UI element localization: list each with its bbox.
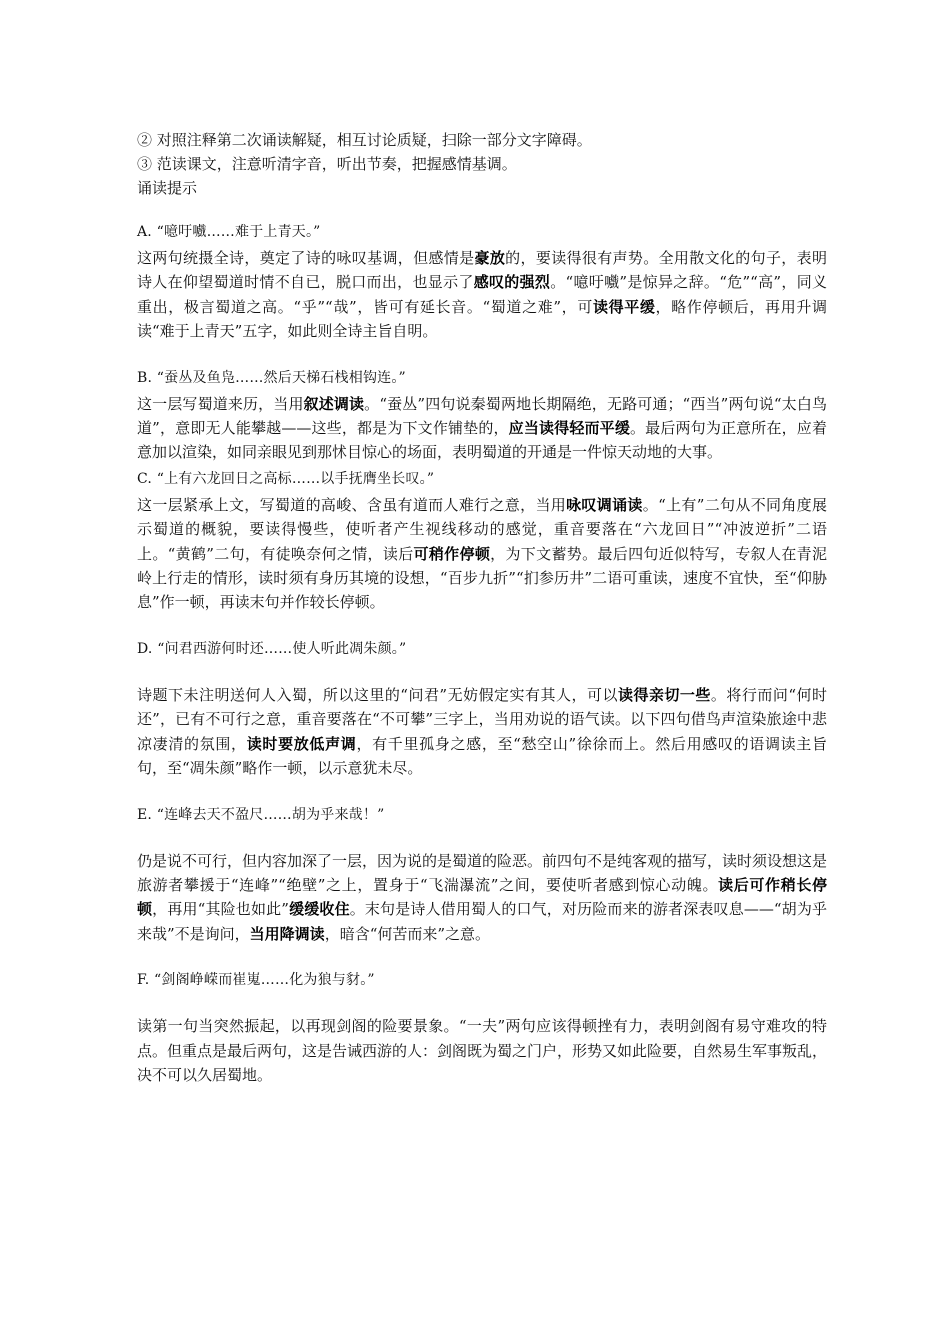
body-text: 。“噫吁嚱”是惊异之辞。“危”“高”，同义重出，极言蜀道之高。“乎”“哉”，皆可有延长音。“蜀道之难”，可	[137, 273, 827, 316]
emphasis-text: 读得平缓	[592, 297, 656, 316]
item-a-body	[137, 246, 827, 344]
emphasis-text: 咏叹调诵读	[566, 495, 643, 514]
body-text: 。“蚕丛”四句说秦蜀两地长期隔绝，无路可通；“西当”两句说“太白鸟道”，意即无人能攀越——这些，都是为下文作铺垫的，	[137, 394, 827, 438]
body-text: ，暗含“何苦而来”之意。	[324, 924, 491, 943]
body-text: 这一层紧承上文，写蜀道的高峻、含虽有道而人难行之意，当用	[137, 495, 567, 514]
item-d-heading: D. “问君西游何时还……使人听此凋朱颜。”	[137, 640, 407, 657]
step-3: ③ 范读课文，注意听清字音，听出节奏，把握感情基调。	[137, 155, 517, 173]
emphasis-text: 当用降调读	[249, 924, 325, 943]
body-text: ，再用“其险也如此”	[152, 900, 289, 919]
document-page	[137, 130, 827, 1087]
item-c-heading: C. “上有六龙回日之高标……以手抚膺坐长叹。”	[137, 470, 435, 487]
item-b-body	[137, 392, 827, 465]
body-text: ，有千里孤身之感，至“愁空山”徐徐而上。然后用感叹的语调读主旨句，至“凋朱颜”略作一顿，以示意犹未尽。	[137, 734, 827, 778]
body-text: ，略作停顿后，再用升调读“难于上青天”五字，如此则全诗主旨自明。	[137, 297, 827, 341]
emphasis-text: 读后可作稍长停顿	[137, 875, 827, 919]
body-text: 读第一句当突然振起，以再现剑阁的险要景象。“一夫”两句应该得顿挫有力，表明剑阁有易守难攻的特点。但重点是最后两句，这是告诫西游的人：剑阁既为蜀之门户，形势又如此险要，自然易生军事叛乱，决不可以久居蜀地。	[137, 1017, 828, 1084]
body-text: 。将行而问“何时还”，已有不可行之意，重音要落在“不可攀”三字上，当用劝说的语气读。以下四句借鸟声渲染旅途中悲凉凄清的氛围，	[137, 685, 827, 753]
body-text: 。“上有”二句从不同角度展示蜀道的概貌，要读得慢些，使听者产生视线移动的感觉，重音要落在“六龙回日”“冲波逆折”二语上。“黄鹤”二句，有徒唤奈何之情，读后	[137, 495, 827, 563]
emphasis-text: 可稍作停顿	[413, 544, 491, 563]
item-f-heading: F. “剑阁峥嵘而崔嵬……化为狼与豺。”	[137, 972, 375, 989]
step-2: ② 对照注释第二次诵读解疑，相互讨论质疑，扫除一部分文字障碍。	[137, 131, 592, 149]
body-text: 的，要读得很有声势。全用散文化的句子，表明诗人在仰望蜀道时情不自已，脱口而出，也显示了	[137, 249, 827, 292]
emphasis-text: 读得亲切一些	[617, 685, 711, 704]
item-c-body	[137, 493, 827, 615]
emphasis-text: 应当读得轻而平缓	[508, 419, 630, 438]
body-text: 这两句统摄全诗，奠定了诗的咏叹基调，但感情是	[137, 249, 475, 267]
emphasis-text: 感叹的强烈	[473, 273, 551, 292]
body-text: 诗题下未注明送何人入蜀，所以这里的“问君”无妨假定实有其人，可以	[137, 685, 618, 704]
emphasis-text: 读时要放低声调	[246, 734, 357, 753]
item-f-body	[137, 1014, 827, 1087]
emphasis-text: 叙述调读	[303, 394, 365, 413]
body-text: 。最后两句为正意所在，应着意加以渲染，如同亲眼见到那怵目惊心的场面，表明蜀道的开通是一件惊天动地的大事。	[137, 419, 827, 462]
emphasis-text: 缓缓收住	[288, 900, 350, 919]
body-text: ，为下文蓄势。最后四句近似特写，专叙人在青泥岭上行走的情形，读时须有身历其境的设想，“百步九折”“扪参历井”二语可重读，速度不宜快，至“仰胁息”作一顿，再读末句并作较长停顿。	[137, 544, 827, 612]
emphasis-text: 豪放	[474, 249, 506, 267]
item-d-body	[137, 683, 827, 781]
body-text: 仍是说不可行，但内容加深了一层，因为说的是蜀道的险恶。前四句不是纯客观的描写，读时须设想这是旅游者攀援于“连峰”“绝壁”之上，置身于“飞湍瀑流”之间，要使听者感到惊心动魄。	[137, 851, 828, 894]
item-a-heading: A. “噫吁嚱……难于上青天。”	[137, 224, 321, 240]
item-b-heading: B. “蚕丛及鱼凫……然后天梯石栈相钩连。”	[137, 369, 406, 386]
item-e-body	[137, 849, 827, 947]
body-text: 这一层写蜀道来历，当用	[137, 394, 304, 413]
section-title: 诵读提示	[137, 179, 198, 197]
body-text: 。末句是诗人借用蜀人的口气，对历险而来的游者深表叹息——“胡为乎来哉”不是询问，	[137, 900, 827, 943]
item-e-heading: E. “连峰去天不盈尺……胡为乎来哉！”	[137, 806, 385, 823]
